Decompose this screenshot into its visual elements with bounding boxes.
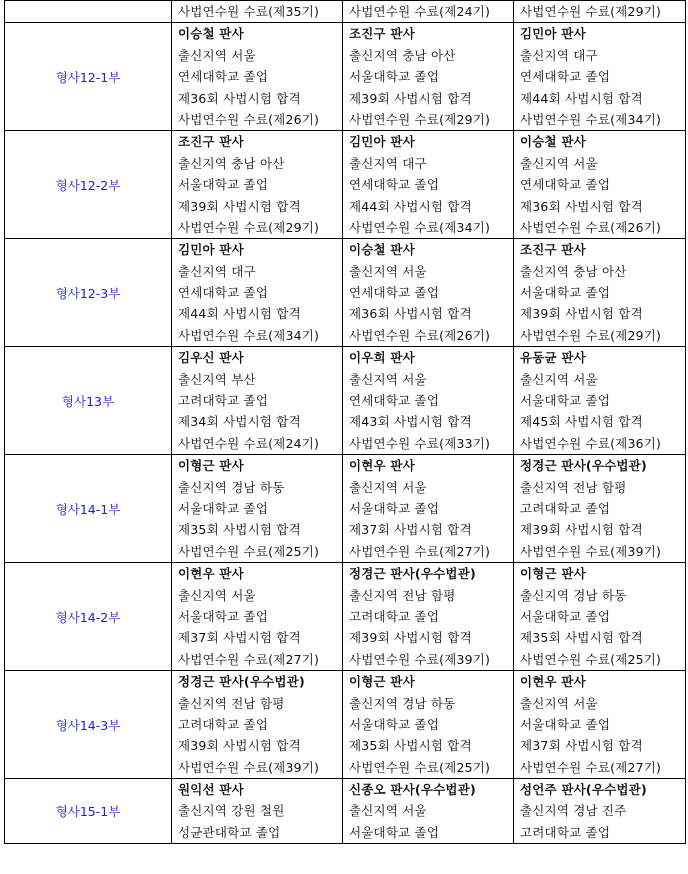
institute-line: 사법연수원 수료(제34기) (178, 327, 320, 343)
institute-line: 사법연수원 수료(제29기) (349, 111, 491, 127)
region-line: 출신지역 서울 (178, 47, 256, 63)
school-line: 고려대학교 졸업 (520, 824, 611, 840)
judge-cell (343, 239, 514, 347)
school-line: 고려대학교 졸업 (520, 500, 611, 516)
exam-line: 제39회 사법시험 합격 (178, 198, 301, 214)
judge-name: 조진구 판사 (349, 26, 415, 42)
exam-line: 제39회 사법시험 합격 (520, 522, 643, 538)
institute-line: 사법연수원 수료(제29기) (520, 4, 662, 19)
institute-line: 사법연수원 수료(제27기) (178, 651, 320, 667)
institute-line: 사법연수원 수료(제27기) (520, 759, 662, 775)
institute-line: 사법연수원 수료(제24기) (349, 4, 491, 19)
department-cell: 형사14-3부 (5, 671, 172, 779)
judge-name: 이현우 판사 (520, 674, 586, 690)
school-line: 성균관대학교 졸업 (178, 824, 281, 840)
judge-name: 조진구 판사 (178, 134, 244, 150)
institute-line: 사법연수원 수료(제35기) (178, 4, 320, 19)
department-cell: 형사12-1부 (5, 23, 172, 131)
region-line: 출신지역 서울 (349, 479, 427, 495)
judge-cell (514, 347, 686, 455)
department-cell (5, 1, 172, 23)
region-line: 출신지역 충남 아산 (520, 263, 627, 279)
exam-line: 제36회 사법시험 합격 (520, 198, 643, 214)
region-line: 출신지역 서울 (349, 263, 427, 279)
region-line: 출신지역 서울 (520, 371, 598, 387)
region-line: 출신지역 대구 (178, 263, 256, 279)
school-line: 연세대학교 졸업 (520, 177, 611, 193)
school-line: 연세대학교 졸업 (349, 177, 440, 193)
exam-line: 제45회 사법시험 합격 (520, 414, 643, 430)
institute-line: 사법연수원 수료(제39기) (520, 543, 662, 559)
school-line: 서울대학교 졸업 (349, 500, 440, 516)
region-line: 출신지역 서울 (349, 371, 427, 387)
exam-line: 제37회 사법시험 합격 (520, 738, 643, 754)
judge-cell (343, 347, 514, 455)
institute-line: 사법연수원 수료(제34기) (520, 111, 662, 127)
judge-cell (514, 455, 686, 563)
institute-line: 사법연수원 수료(제34기) (349, 219, 491, 235)
school-line: 서울대학교 졸업 (178, 608, 269, 624)
region-line: 출신지역 서울 (520, 695, 598, 711)
judge-name: 이승철 판사 (349, 242, 415, 258)
exam-line: 제36회 사법시험 합격 (178, 90, 301, 106)
exam-line: 제35회 사법시험 합격 (349, 738, 472, 754)
region-line: 출신지역 서울 (178, 587, 256, 603)
judge-name: 이현우 판사 (178, 566, 244, 582)
region-line: 출신지역 대구 (520, 47, 598, 63)
region-line: 출신지역 경남 진주 (520, 803, 627, 819)
school-line: 고려대학교 졸업 (349, 608, 440, 624)
institute-line: 사법연수원 수료(제29기) (178, 219, 320, 235)
table-row (5, 131, 686, 239)
exam-line: 제44회 사법시험 합격 (349, 198, 472, 214)
school-line: 서울대학교 졸업 (520, 393, 611, 409)
judge-name: 이현우 판사 (349, 458, 415, 474)
table-row (5, 563, 686, 671)
table-row (5, 779, 686, 844)
institute-line: 사법연수원 수료(제29기) (520, 327, 662, 343)
table-row-top-partial (5, 1, 686, 23)
department-cell: 형사12-3부 (5, 239, 172, 347)
judge-name: 이형근 판사 (520, 566, 586, 582)
school-line: 서울대학교 졸업 (178, 500, 269, 516)
institute-line: 사법연수원 수료(제39기) (349, 651, 491, 667)
judge-cell (172, 671, 343, 779)
school-line: 서울대학교 졸업 (349, 824, 440, 840)
judge-name: 성언주 판사(우수법관) (520, 782, 647, 798)
region-line: 출신지역 충남 아산 (178, 155, 285, 171)
table-row (5, 347, 686, 455)
judge-cell (172, 131, 343, 239)
judge-cell (343, 23, 514, 131)
judge-cell (514, 131, 686, 239)
school-line: 연세대학교 졸업 (178, 69, 269, 85)
exam-line: 제34회 사법시험 합격 (178, 414, 301, 430)
region-line: 출신지역 전남 함평 (349, 587, 456, 603)
judge-cell (172, 1, 343, 23)
institute-line: 사법연수원 수료(제26기) (520, 219, 662, 235)
judge-name: 김우신 판사 (178, 350, 244, 366)
institute-line: 사법연수원 수료(제26기) (349, 327, 491, 343)
judge-cell (514, 671, 686, 779)
table-row (5, 23, 686, 131)
region-line: 출신지역 부산 (178, 371, 256, 387)
judge-name: 이우희 판사 (349, 350, 415, 366)
department-cell: 형사13부 (5, 347, 172, 455)
judge-cell (343, 1, 514, 23)
judge-name: 김민아 판사 (178, 242, 244, 258)
roster-body (5, 1, 686, 844)
judge-name: 김민아 판사 (520, 26, 586, 42)
judge-cell (343, 131, 514, 239)
exam-line: 제36회 사법시험 합격 (349, 306, 472, 322)
judge-cell (172, 455, 343, 563)
institute-line: 사법연수원 수료(제24기) (178, 435, 320, 451)
school-line: 고려대학교 졸업 (178, 393, 269, 409)
judge-cell (514, 239, 686, 347)
institute-line: 사법연수원 수료(제25기) (178, 543, 320, 559)
region-line: 출신지역 충남 아산 (349, 47, 456, 63)
department-cell: 형사14-2부 (5, 563, 172, 671)
judge-name: 원익선 판사 (178, 782, 244, 798)
region-line: 출신지역 경남 하동 (178, 479, 285, 495)
region-line: 출신지역 서울 (349, 803, 427, 819)
exam-line: 제44회 사법시험 합격 (520, 90, 643, 106)
judge-cell (172, 23, 343, 131)
institute-line: 사법연수원 수료(제33기) (349, 435, 491, 451)
department-cell: 형사15-1부 (5, 779, 172, 844)
institute-line: 사법연수원 수료(제26기) (178, 111, 320, 127)
institute-line: 사법연수원 수료(제25기) (349, 759, 491, 775)
region-line: 출신지역 경남 하동 (520, 587, 627, 603)
judge-name: 유동균 판사 (520, 350, 586, 366)
exam-line: 제39회 사법시험 합격 (178, 738, 301, 754)
table-row (5, 455, 686, 563)
exam-line: 제35회 사법시험 합격 (178, 522, 301, 538)
region-line: 출신지역 전남 함평 (520, 479, 627, 495)
department-cell: 형사12-2부 (5, 131, 172, 239)
judge-name: 이형근 판사 (178, 458, 244, 474)
judge-name: 정경근 판사(우수법관) (178, 674, 305, 690)
judge-name: 이승철 판사 (520, 134, 586, 150)
judge-name: 김민아 판사 (349, 134, 415, 150)
exam-line: 제39회 사법시험 합격 (349, 90, 472, 106)
judge-cell (172, 347, 343, 455)
judge-cell (514, 23, 686, 131)
school-line: 서울대학교 졸업 (349, 716, 440, 732)
school-line: 연세대학교 졸업 (349, 393, 440, 409)
judge-name: 정경근 판사(우수법관) (520, 458, 647, 474)
judge-cell (343, 671, 514, 779)
judge-roster-table (4, 0, 686, 844)
institute-line: 사법연수원 수료(제39기) (178, 759, 320, 775)
institute-line: 사법연수원 수료(제36기) (520, 435, 662, 451)
table-row (5, 239, 686, 347)
judge-cell (172, 563, 343, 671)
exam-line: 제43회 사법시험 합격 (349, 414, 472, 430)
judge-cell (343, 563, 514, 671)
school-line: 서울대학교 졸업 (520, 716, 611, 732)
judge-cell (343, 455, 514, 563)
judge-name: 조진구 판사 (520, 242, 586, 258)
judge-cell (343, 779, 514, 844)
school-line: 고려대학교 졸업 (178, 716, 269, 732)
region-line: 출신지역 대구 (349, 155, 427, 171)
school-line: 서울대학교 졸업 (178, 177, 269, 193)
judge-name: 정경근 판사(우수법관) (349, 566, 476, 582)
exam-line: 제44회 사법시험 합격 (178, 306, 301, 322)
region-line: 출신지역 서울 (520, 155, 598, 171)
school-line: 서울대학교 졸업 (520, 608, 611, 624)
judge-name: 이승철 판사 (178, 26, 244, 42)
institute-line: 사법연수원 수료(제25기) (520, 651, 662, 667)
region-line: 출신지역 전남 함평 (178, 695, 285, 711)
region-line: 출신지역 경남 하동 (349, 695, 456, 711)
department-cell: 형사14-1부 (5, 455, 172, 563)
school-line: 서울대학교 졸업 (349, 69, 440, 85)
judge-cell (514, 1, 686, 23)
judge-cell (172, 239, 343, 347)
school-line: 연세대학교 졸업 (520, 69, 611, 85)
school-line: 서울대학교 졸업 (520, 285, 611, 301)
judge-name: 신종오 판사(우수법관) (349, 782, 476, 798)
judge-cell (514, 779, 686, 844)
exam-line: 제37회 사법시험 합격 (178, 630, 301, 646)
exam-line: 제39회 사법시험 합격 (349, 630, 472, 646)
exam-line: 제37회 사법시험 합격 (349, 522, 472, 538)
judge-name: 이형근 판사 (349, 674, 415, 690)
table-row (5, 671, 686, 779)
exam-line: 제39회 사법시험 합격 (520, 306, 643, 322)
exam-line: 제35회 사법시험 합격 (520, 630, 643, 646)
institute-line: 사법연수원 수료(제27기) (349, 543, 491, 559)
judge-cell (514, 563, 686, 671)
school-line: 연세대학교 졸업 (349, 285, 440, 301)
judge-cell (172, 779, 343, 844)
school-line: 연세대학교 졸업 (178, 285, 269, 301)
region-line: 출신지역 강원 철원 (178, 803, 285, 819)
